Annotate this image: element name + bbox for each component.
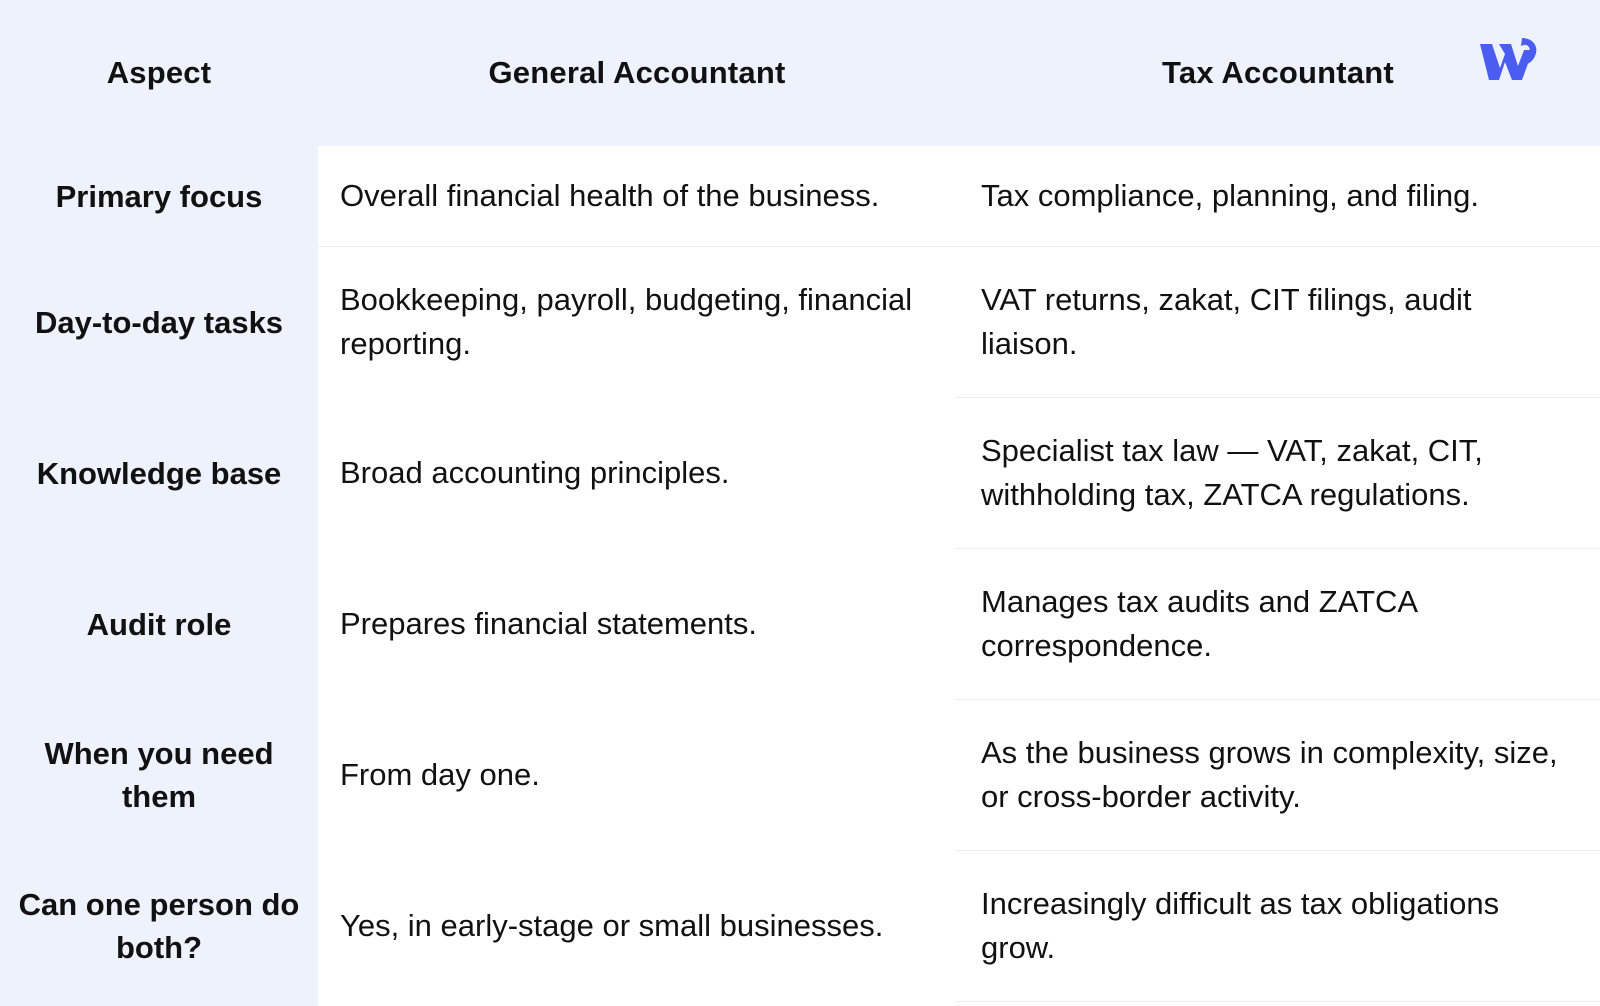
table-row [0, 851, 1600, 1001]
tax-accountant-cell: Increasingly difficult as tax obligations grow. [981, 886, 1500, 965]
table-row [0, 700, 1600, 850]
header-aspect: Aspect [106, 55, 212, 90]
tax-accountant-cell: Tax compliance, planning, and filing. [981, 178, 1480, 213]
row-label: Knowledge base [36, 455, 282, 491]
header-tax-accountant: Tax Accountant [1162, 55, 1394, 90]
tax-accountant-cell: Manages tax audits and ZATCA correspondence. [981, 584, 1417, 663]
row-label: Can one person do both? [18, 887, 300, 965]
row-label: When you need them [44, 736, 274, 814]
table-row [0, 247, 1600, 397]
row-divider [956, 1001, 1600, 1002]
tax-accountant-cell: VAT returns, zakat, CIT filings, audit liaison. [981, 282, 1472, 361]
row-label: Day-to-day tasks [34, 304, 284, 340]
tax-accountant-cell: As the business grows in complexity, size, or cross-border activity. [981, 735, 1558, 814]
row-label: Audit role [86, 606, 232, 642]
general-accountant-cell: Broad accounting principles. [340, 455, 730, 490]
table-row [0, 398, 1600, 548]
header-general-accountant: General Accountant [488, 55, 786, 90]
general-accountant-cell: Overall financial health of the business. [340, 178, 880, 213]
tax-accountant-cell: Specialist tax law — VAT, zakat, CIT, withholding tax, ZATCA regulations. [981, 433, 1483, 512]
w-logo-icon [1478, 36, 1540, 86]
table-row [0, 549, 1600, 699]
general-accountant-cell: From day one. [340, 757, 540, 792]
general-accountant-cell: Yes, in early-stage or small businesses. [340, 908, 884, 943]
row-label: Primary focus [55, 178, 263, 214]
general-accountant-cell: Bookkeeping, payroll, budgeting, financial reporting. [340, 282, 913, 361]
general-accountant-cell: Prepares financial statements. [340, 606, 757, 641]
table-row [0, 146, 1600, 246]
